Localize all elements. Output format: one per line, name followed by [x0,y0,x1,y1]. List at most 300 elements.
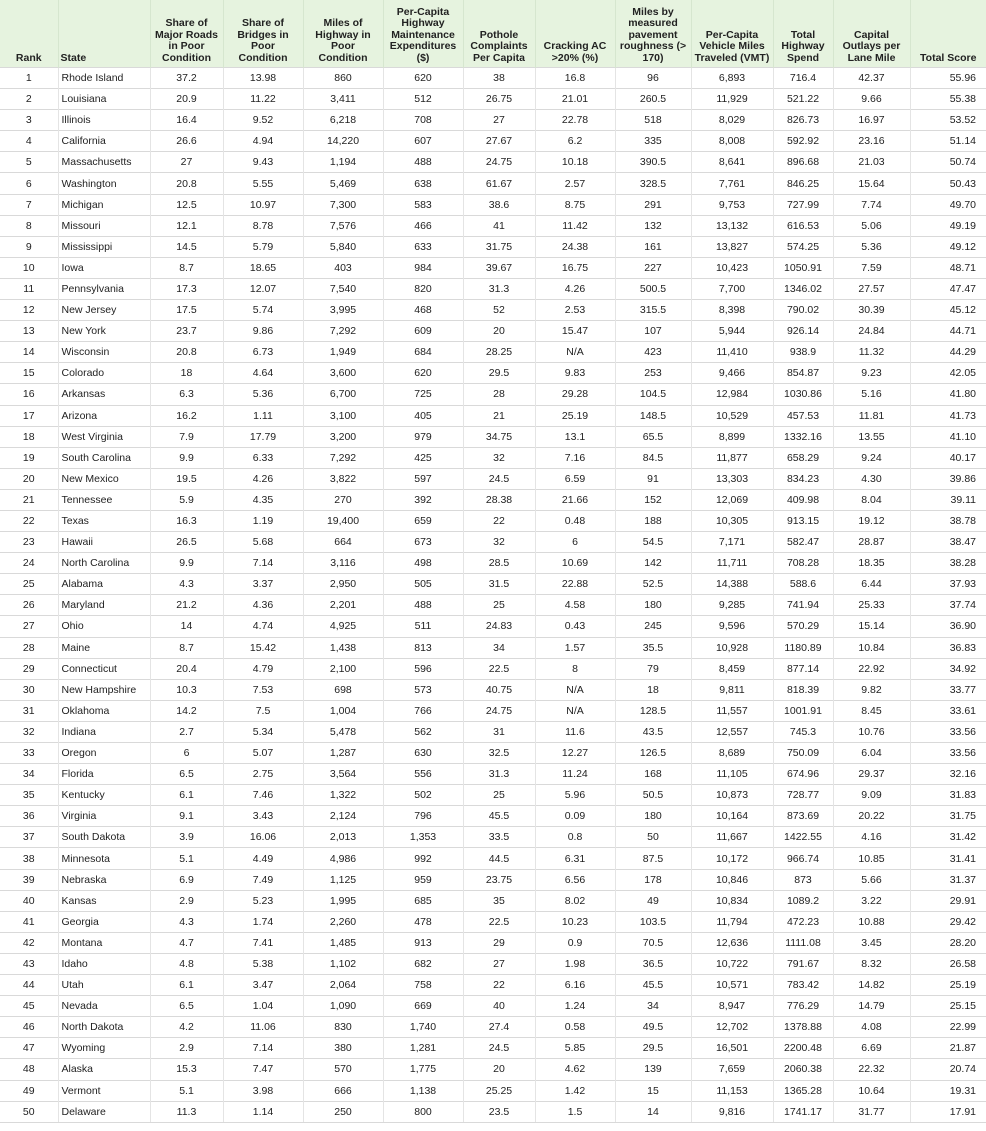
table-cell: 31.77 [833,1101,910,1122]
table-cell: 1,281 [383,1038,463,1059]
table-cell: 666 [303,1080,383,1101]
table-cell: 4.8 [150,953,223,974]
table-cell: 830 [303,1017,383,1038]
state-cell: Oklahoma [58,700,150,721]
table-cell: 22.88 [535,574,615,595]
total-score-cell: 31.41 [910,848,986,869]
table-cell: 4.3 [150,574,223,595]
total-score-cell: 37.74 [910,595,986,616]
total-score-cell: 50.43 [910,173,986,194]
table-cell: 16,501 [691,1038,773,1059]
table-cell: 27.4 [463,1017,535,1038]
rank-cell: 14 [0,342,58,363]
rank-cell: 15 [0,363,58,384]
total-score-cell: 29.42 [910,911,986,932]
table-row [0,848,986,869]
state-cell: Vermont [58,1080,150,1101]
table-cell: 457.53 [773,405,833,426]
table-row [0,637,986,658]
table-cell: 1,438 [303,637,383,658]
table-cell: 13,303 [691,468,773,489]
table-cell: 6.59 [535,468,615,489]
table-row [0,658,986,679]
table-cell: 11,711 [691,553,773,574]
table-cell: 23.7 [150,321,223,342]
table-cell: 0.9 [535,932,615,953]
total-score-cell: 25.15 [910,996,986,1017]
table-cell: 9,753 [691,194,773,215]
table-cell: 15 [615,1080,691,1101]
table-cell: 403 [303,257,383,278]
table-cell: 0.58 [535,1017,615,1038]
table-cell: 9.82 [833,679,910,700]
table-cell: 790.02 [773,300,833,321]
table-footer [0,1122,986,1131]
state-cell: South Carolina [58,447,150,468]
table-cell: 11,667 [691,827,773,848]
table-cell: 607 [383,131,463,152]
rank-cell: 43 [0,953,58,974]
table-cell: 0.09 [535,806,615,827]
table-cell: 20.8 [150,342,223,363]
state-cell: South Dakota [58,827,150,848]
table-row [0,764,986,785]
state-cell: Texas [58,510,150,531]
table-cell: 9.66 [833,89,910,110]
table-cell: 4.62 [535,1059,615,1080]
table-cell: 7,292 [303,321,383,342]
table-cell: 570 [303,1059,383,1080]
table-cell: 8,008 [691,131,773,152]
rank-cell: 24 [0,553,58,574]
table-header [0,0,986,68]
header-row [0,0,986,68]
table-cell: 1089.2 [773,890,833,911]
table-cell: 14.5 [150,236,223,257]
rank-cell: 31 [0,700,58,721]
table-row [0,447,986,468]
table-cell: 7,576 [303,215,383,236]
table-cell: 1030.86 [773,384,833,405]
table-cell: 498 [383,553,463,574]
column-header: Cracking AC >20% (%) [535,0,615,68]
table-cell: 6.3 [150,384,223,405]
rank-cell: 38 [0,848,58,869]
table-cell: 4.79 [223,658,303,679]
table-cell: 478 [383,911,463,932]
table-cell: 5.68 [223,532,303,553]
table-cell: 41 [463,215,535,236]
table-cell: 1,125 [303,869,383,890]
table-cell: 38 [463,68,535,89]
table-cell: 6.16 [535,975,615,996]
table-cell: 12,636 [691,932,773,953]
rank-cell: 5 [0,152,58,173]
table-row [0,89,986,110]
table-cell: 8.7 [150,637,223,658]
table-cell: 776.29 [773,996,833,1017]
state-cell: Pennsylvania [58,278,150,299]
table-cell: 741.94 [773,595,833,616]
table-cell: 260.5 [615,89,691,110]
total-score-cell: 37.93 [910,574,986,595]
table-cell: 409.98 [773,489,833,510]
rank-cell: 37 [0,827,58,848]
table-cell: 796 [383,806,463,827]
state-cell: Virginia [58,806,150,827]
rank-cell: 1 [0,68,58,89]
table-cell: 9,816 [691,1101,773,1122]
table-cell: 4.64 [223,363,303,384]
total-score-cell: 48.71 [910,257,986,278]
table-cell: 1,090 [303,996,383,1017]
table-cell: 8.78 [223,215,303,236]
table-cell: 5.9 [150,489,223,510]
rank-cell: 34 [0,764,58,785]
table-cell: 5.66 [833,869,910,890]
column-header: Miles of Highway in Poor Condition [303,0,383,68]
table-cell: 5,840 [303,236,383,257]
state-cell: North Carolina [58,553,150,574]
table-cell: 813 [383,637,463,658]
table-cell: 35.5 [615,637,691,658]
table-cell: 24.83 [463,616,535,637]
state-cell: Nevada [58,996,150,1017]
total-score-cell: 31.37 [910,869,986,890]
table-cell: 556 [383,764,463,785]
table-cell: 22 [463,510,535,531]
rank-cell: 2 [0,89,58,110]
rank-cell: 46 [0,1017,58,1038]
table-cell: 22.92 [833,658,910,679]
total-score-cell: 55.96 [910,68,986,89]
column-header: Total Highway Spend [773,0,833,68]
rank-cell: 17 [0,405,58,426]
table-cell: 468 [383,300,463,321]
table-cell: 1050.91 [773,257,833,278]
table-cell: 8,398 [691,300,773,321]
table-cell: 10,571 [691,975,773,996]
table-cell: 11,105 [691,764,773,785]
table-cell: 168 [615,764,691,785]
table-cell: 6.73 [223,342,303,363]
table-cell: 10.84 [833,637,910,658]
table-cell: 22.32 [833,1059,910,1080]
table-cell: 180 [615,806,691,827]
table-cell: 4,986 [303,848,383,869]
table-cell: N/A [535,342,615,363]
state-cell: California [58,131,150,152]
total-score-cell: 39.11 [910,489,986,510]
table-cell: 5.36 [833,236,910,257]
table-cell: 9.23 [833,363,910,384]
state-cell: Louisiana [58,89,150,110]
table-cell: 826.73 [773,110,833,131]
total-score-cell: 20.74 [910,1059,986,1080]
table-cell: 8.75 [535,194,615,215]
table-cell: 1.04 [223,996,303,1017]
column-header: Per-Capita Vehicle Miles Traveled (VMT) [691,0,773,68]
table-cell: 392 [383,489,463,510]
table-cell: 791.67 [773,953,833,974]
table-cell: 24.5 [463,1038,535,1059]
table-cell: 253 [615,363,691,384]
table-cell: 52.5 [615,574,691,595]
table-cell: 25.19 [535,405,615,426]
table-cell: 7,171 [691,532,773,553]
column-header: Per-Capita Highway Maintenance Expenditures ($) [383,0,463,68]
state-cell: Ohio [58,616,150,637]
table-cell: 9.43 [223,152,303,173]
state-cell: Kentucky [58,785,150,806]
table-cell: 4.08 [833,1017,910,1038]
table-cell: 938.9 [773,342,833,363]
table-row [0,595,986,616]
table-cell: 574.25 [773,236,833,257]
table-cell: 0.48 [535,510,615,531]
table-cell: 2,100 [303,658,383,679]
table-cell: 1,287 [303,743,383,764]
table-row [0,679,986,700]
table-cell: 9.24 [833,447,910,468]
table-row [0,131,986,152]
rank-cell: 19 [0,447,58,468]
state-cell: Wisconsin [58,342,150,363]
table-cell: 992 [383,848,463,869]
table-row [0,300,986,321]
table-row [0,68,986,89]
total-score-cell: 32.16 [910,764,986,785]
table-row [0,1101,986,1122]
rank-cell: 16 [0,384,58,405]
table-cell: 3.45 [833,932,910,953]
rank-cell: 27 [0,616,58,637]
table-cell: 18.35 [833,553,910,574]
table-cell: 14 [615,1101,691,1122]
table-cell: 3,822 [303,468,383,489]
table-cell: 21.2 [150,595,223,616]
table-cell: 34 [615,996,691,1017]
table-cell: 8,899 [691,426,773,447]
state-cell: Idaho [58,953,150,974]
table-cell: 5.74 [223,300,303,321]
rank-cell: 32 [0,721,58,742]
table-cell: 1346.02 [773,278,833,299]
table-cell: 16.2 [150,405,223,426]
table-cell: 50 [615,827,691,848]
table-cell: 17.3 [150,278,223,299]
state-cell: Montana [58,932,150,953]
table-row [0,743,986,764]
table-row [0,110,986,131]
total-score-cell: 33.61 [910,700,986,721]
state-cell: Delaware [58,1101,150,1122]
table-cell: 4.94 [223,131,303,152]
table-cell: 11,877 [691,447,773,468]
table-cell: 745.3 [773,721,833,742]
table-cell: 4.36 [223,595,303,616]
table-cell: 570.29 [773,616,833,637]
table-cell: 5.34 [223,721,303,742]
table-cell: 9.52 [223,110,303,131]
table-cell: 2.53 [535,300,615,321]
table-cell: 638 [383,173,463,194]
table-cell: 562 [383,721,463,742]
table-cell: 43.5 [615,721,691,742]
table-cell: 616.53 [773,215,833,236]
table-cell: 11.32 [833,342,910,363]
table-cell: 682 [383,953,463,974]
rank-cell: 22 [0,510,58,531]
table-cell: 178 [615,869,691,890]
table-cell: 24.38 [535,236,615,257]
total-score-cell: 49.70 [910,194,986,215]
rank-cell: 18 [0,426,58,447]
table-cell: 11.06 [223,1017,303,1038]
table-cell: 1.98 [535,953,615,974]
table-row [0,911,986,932]
table-cell: 27 [150,152,223,173]
table-cell: 11,794 [691,911,773,932]
table-cell: 846.25 [773,173,833,194]
table-row [0,1059,986,1080]
table-cell: 10,305 [691,510,773,531]
table-cell: 20.4 [150,658,223,679]
table-cell: 8.7 [150,257,223,278]
table-cell: 19,400 [303,510,383,531]
total-score-cell: 36.90 [910,616,986,637]
table-cell: 250 [303,1101,383,1122]
table-cell: 12,702 [691,1017,773,1038]
table-cell: 9.9 [150,553,223,574]
table-cell: 23.5 [463,1101,535,1122]
table-cell: 596 [383,658,463,679]
table-row [0,384,986,405]
table-cell: 2,124 [303,806,383,827]
table-cell: 31.3 [463,278,535,299]
total-score-cell: 49.19 [910,215,986,236]
table-cell: 783.42 [773,975,833,996]
table-cell: 2200.48 [773,1038,833,1059]
table-row [0,278,986,299]
table-cell: 10,928 [691,637,773,658]
table-cell: 19.12 [833,510,910,531]
state-cell: New York [58,321,150,342]
table-cell: 4.26 [223,468,303,489]
table-cell: 87.5 [615,848,691,869]
table-cell: 16.8 [535,68,615,89]
table-cell: 488 [383,152,463,173]
table-cell: 28.25 [463,342,535,363]
table-cell: 32 [463,532,535,553]
table-cell: 24.75 [463,152,535,173]
table-cell: 12,557 [691,721,773,742]
state-cell: Washington [58,173,150,194]
table-cell: 20 [463,1059,535,1080]
column-header: Pothole Complaints Per Capita [463,0,535,68]
table-cell: 6 [535,532,615,553]
total-score-cell: 51.14 [910,131,986,152]
table-cell: 7,761 [691,173,773,194]
table-row [0,1080,986,1101]
table-cell: 2.7 [150,721,223,742]
table-cell: 6,218 [303,110,383,131]
table-cell: 2,201 [303,595,383,616]
table-cell: 10,846 [691,869,773,890]
rank-cell: 4 [0,131,58,152]
table-cell: 505 [383,574,463,595]
table-cell: 818.39 [773,679,833,700]
state-cell: Oregon [58,743,150,764]
table-cell: 488 [383,595,463,616]
table-cell: 674.96 [773,764,833,785]
table-cell: 36.5 [615,953,691,974]
table-cell: 7.14 [223,553,303,574]
table-cell: 405 [383,405,463,426]
table-cell: 16.75 [535,257,615,278]
table-cell: 35 [463,890,535,911]
table-cell: 984 [383,257,463,278]
table-cell: 10.3 [150,679,223,700]
table-cell: 3.47 [223,975,303,996]
table-row [0,1017,986,1038]
table-cell: 5.36 [223,384,303,405]
table-cell: 1111.08 [773,932,833,953]
table-cell: N/A [535,700,615,721]
column-header: State [58,0,150,68]
table-cell: 4.2 [150,1017,223,1038]
table-cell: 4.35 [223,489,303,510]
table-cell: 658.29 [773,447,833,468]
table-cell: 6.56 [535,869,615,890]
table-cell: 40.75 [463,679,535,700]
table-cell: 1332.16 [773,426,833,447]
table-cell: 9,285 [691,595,773,616]
table-cell: 61.67 [463,173,535,194]
table-cell: 2.75 [223,764,303,785]
table-cell: 44.5 [463,848,535,869]
table-cell: 26.5 [150,532,223,553]
table-cell: 820 [383,278,463,299]
table-cell: 2060.38 [773,1059,833,1080]
table-cell: 11.81 [833,405,910,426]
table-cell: 1.74 [223,911,303,932]
table-cell: 24.75 [463,700,535,721]
rank-cell: 12 [0,300,58,321]
table-cell: 8.45 [833,700,910,721]
table-cell: 15.14 [833,616,910,637]
table-cell: 6.1 [150,975,223,996]
state-cell: North Dakota [58,1017,150,1038]
table-cell: 5.16 [833,384,910,405]
table-cell: 31 [463,721,535,742]
table-cell: 1,102 [303,953,383,974]
table-cell: 6 [150,743,223,764]
table-cell: 2,013 [303,827,383,848]
table-cell: 45.5 [463,806,535,827]
total-score-cell: 17.91 [910,1101,986,1122]
table-cell: 3.9 [150,827,223,848]
table-row [0,553,986,574]
table-cell: 1741.17 [773,1101,833,1122]
table-cell: 1.5 [535,1101,615,1122]
table-cell: 873.69 [773,806,833,827]
table-cell: 10.76 [833,721,910,742]
rank-cell: 3 [0,110,58,131]
table-cell: 13,827 [691,236,773,257]
table-cell: 11,929 [691,89,773,110]
table-cell: 8,029 [691,110,773,131]
